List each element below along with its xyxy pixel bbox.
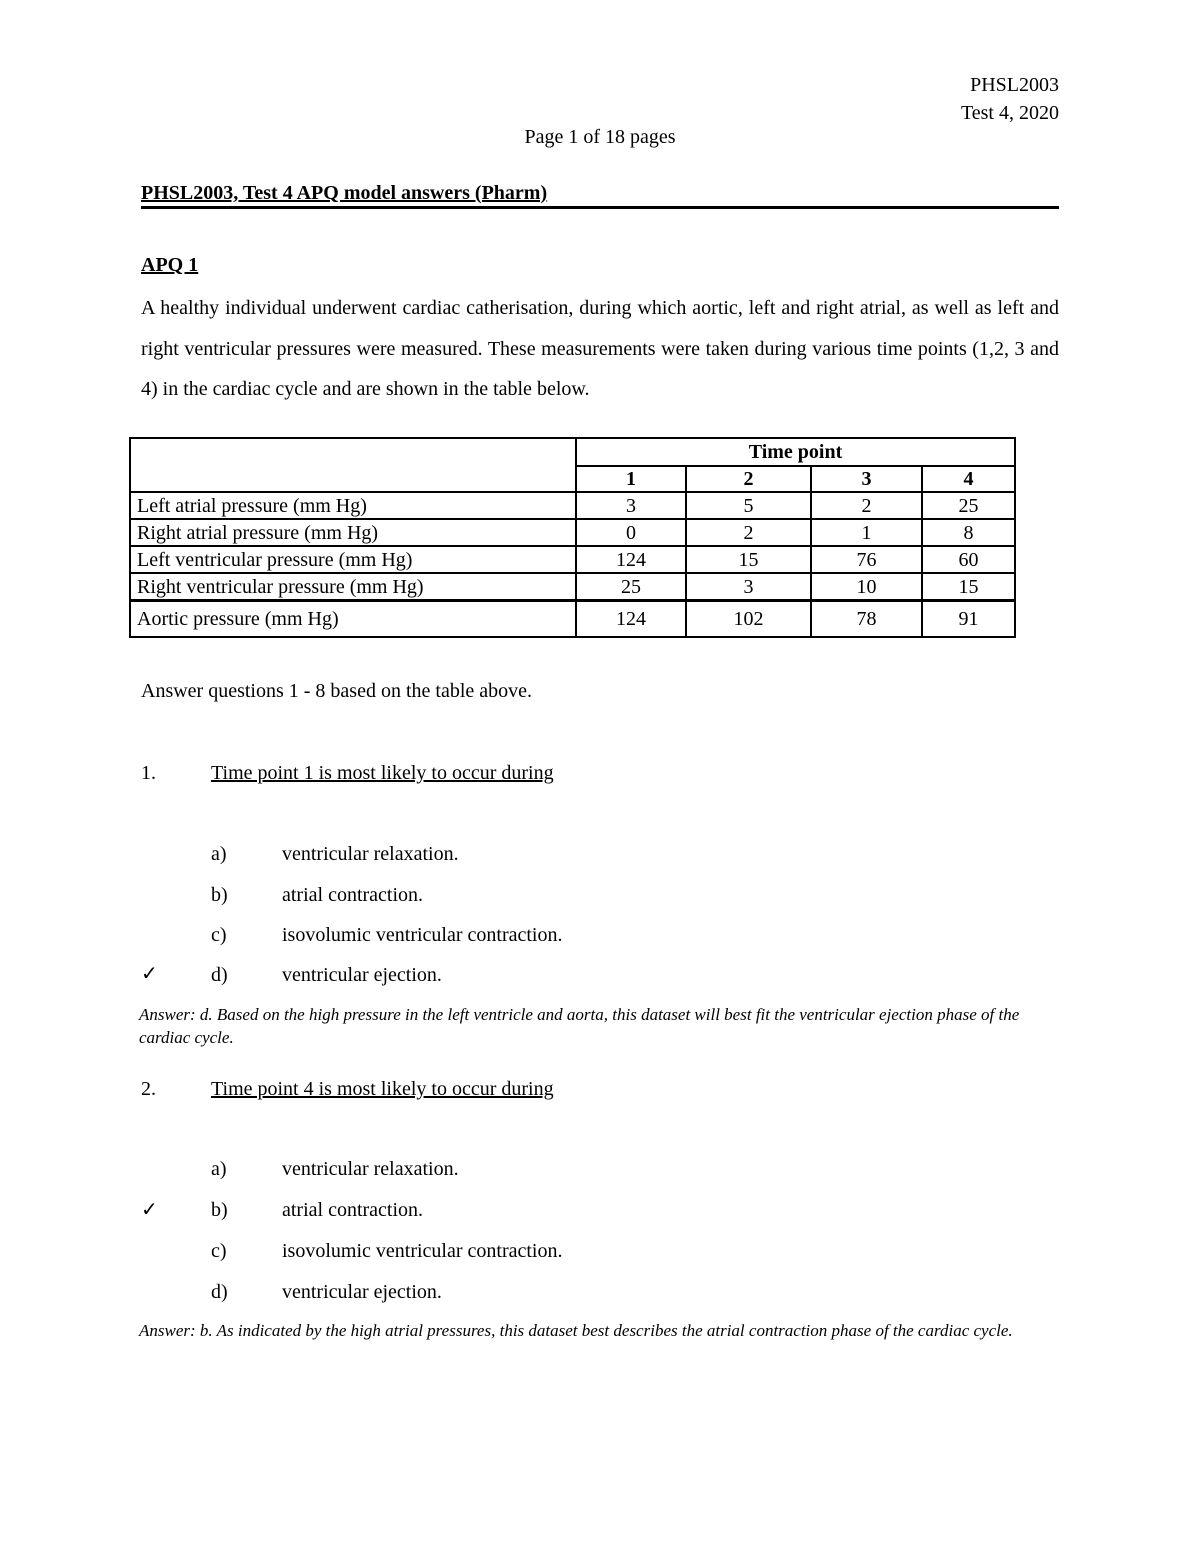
question-text: Time point 4 is most likely to occur during <box>211 1078 554 1100</box>
section-heading: APQ 1 <box>141 254 199 276</box>
table-cell: 124 <box>576 546 686 573</box>
time-point-header: Time point <box>576 438 1015 466</box>
option-letter: c) <box>211 924 227 946</box>
option-text: ventricular ejection. <box>282 1281 442 1303</box>
column-header: 4 <box>922 466 1015 492</box>
instructions: Answer questions 1 - 8 based on the table above. <box>141 680 533 702</box>
title-divider <box>141 206 1059 209</box>
option-text: ventricular relaxation. <box>282 843 459 865</box>
table-cell: 0 <box>576 519 686 546</box>
table-cell: 76 <box>811 546 922 573</box>
option-letter: b) <box>211 1199 228 1221</box>
check-mark-icon: ✓ <box>141 963 158 985</box>
option-letter: d) <box>211 1281 228 1303</box>
document-title: PHSL2003, Test 4 APQ model answers (Pharm) <box>141 182 548 204</box>
table-cell: 3 <box>686 573 811 601</box>
answer-explanation: Answer: b. As indicated by the high atrial pressures, this dataset best describes the atrial contraction phase of the cardiac cycle. <box>139 1321 1013 1340</box>
row-label: Right ventricular pressure (mm Hg) <box>130 573 576 601</box>
table-cell: 60 <box>922 546 1015 573</box>
table-cell: 25 <box>576 573 686 601</box>
section-intro: A healthy individual underwent cardiac catherisation, during which aortic, left and right atrial, as well as left and right ventricular pressures were measured. These measurements were taken during various time points (1,2, 3 and 4) in the cardiac cycle and are shown in the table below. <box>141 297 1059 400</box>
test-label: Test 4, 2020 <box>960 102 1059 124</box>
table-cell: 2 <box>811 492 922 519</box>
row-label: Aortic pressure (mm Hg) <box>130 601 576 638</box>
table-cell: 25 <box>922 492 1015 519</box>
table-row <box>130 546 1015 573</box>
option-text: isovolumic ventricular contraction. <box>282 1240 563 1262</box>
row-label: Left atrial pressure (mm Hg) <box>130 492 576 519</box>
answer-explanation: Answer: d. Based on the high pressure in the left ventricle and aorta, this dataset will best fit the ventricular ejection phase of the cardiac cycle. <box>139 1005 1020 1047</box>
table-cell: 3 <box>576 492 686 519</box>
table-cell: 8 <box>922 519 1015 546</box>
question-number: 1. <box>141 762 156 784</box>
option-text: ventricular relaxation. <box>282 1158 459 1180</box>
option-letter: c) <box>211 1240 227 1262</box>
table-cell: 15 <box>686 546 811 573</box>
course-code: PHSL2003 <box>970 74 1059 96</box>
table-row <box>130 519 1015 546</box>
question-number: 2. <box>141 1078 156 1100</box>
table-cell: 102 <box>686 601 811 638</box>
table-cell: 78 <box>811 601 922 638</box>
option-letter: d) <box>211 964 228 986</box>
table-cell: 5 <box>686 492 811 519</box>
option-letter: a) <box>211 843 227 865</box>
pressure-table <box>129 437 1016 638</box>
table-row <box>130 492 1015 519</box>
table-cell: 10 <box>811 573 922 601</box>
row-label: Right atrial pressure (mm Hg) <box>130 519 576 546</box>
column-header: 1 <box>576 466 686 492</box>
table-row <box>130 573 1015 601</box>
row-label: Left ventricular pressure (mm Hg) <box>130 546 576 573</box>
page-number: Page 1 of 18 pages <box>524 126 676 148</box>
option-letter: a) <box>211 1158 227 1180</box>
option-text: ventricular ejection. <box>282 964 442 986</box>
check-mark-icon: ✓ <box>141 1199 158 1221</box>
option-text: atrial contraction. <box>282 884 424 906</box>
table-cell: 91 <box>922 601 1015 638</box>
table-corner-cell <box>130 438 576 492</box>
column-header: 3 <box>811 466 922 492</box>
question-text: Time point 1 is most likely to occur during <box>211 762 554 784</box>
column-header: 2 <box>686 466 811 492</box>
table-cell: 124 <box>576 601 686 638</box>
table-row <box>130 601 1015 638</box>
option-letter: b) <box>211 884 228 906</box>
option-text: isovolumic ventricular contraction. <box>282 924 563 946</box>
option-text: atrial contraction. <box>282 1199 424 1221</box>
table-cell: 15 <box>922 573 1015 601</box>
table-cell: 1 <box>811 519 922 546</box>
table-cell: 2 <box>686 519 811 546</box>
